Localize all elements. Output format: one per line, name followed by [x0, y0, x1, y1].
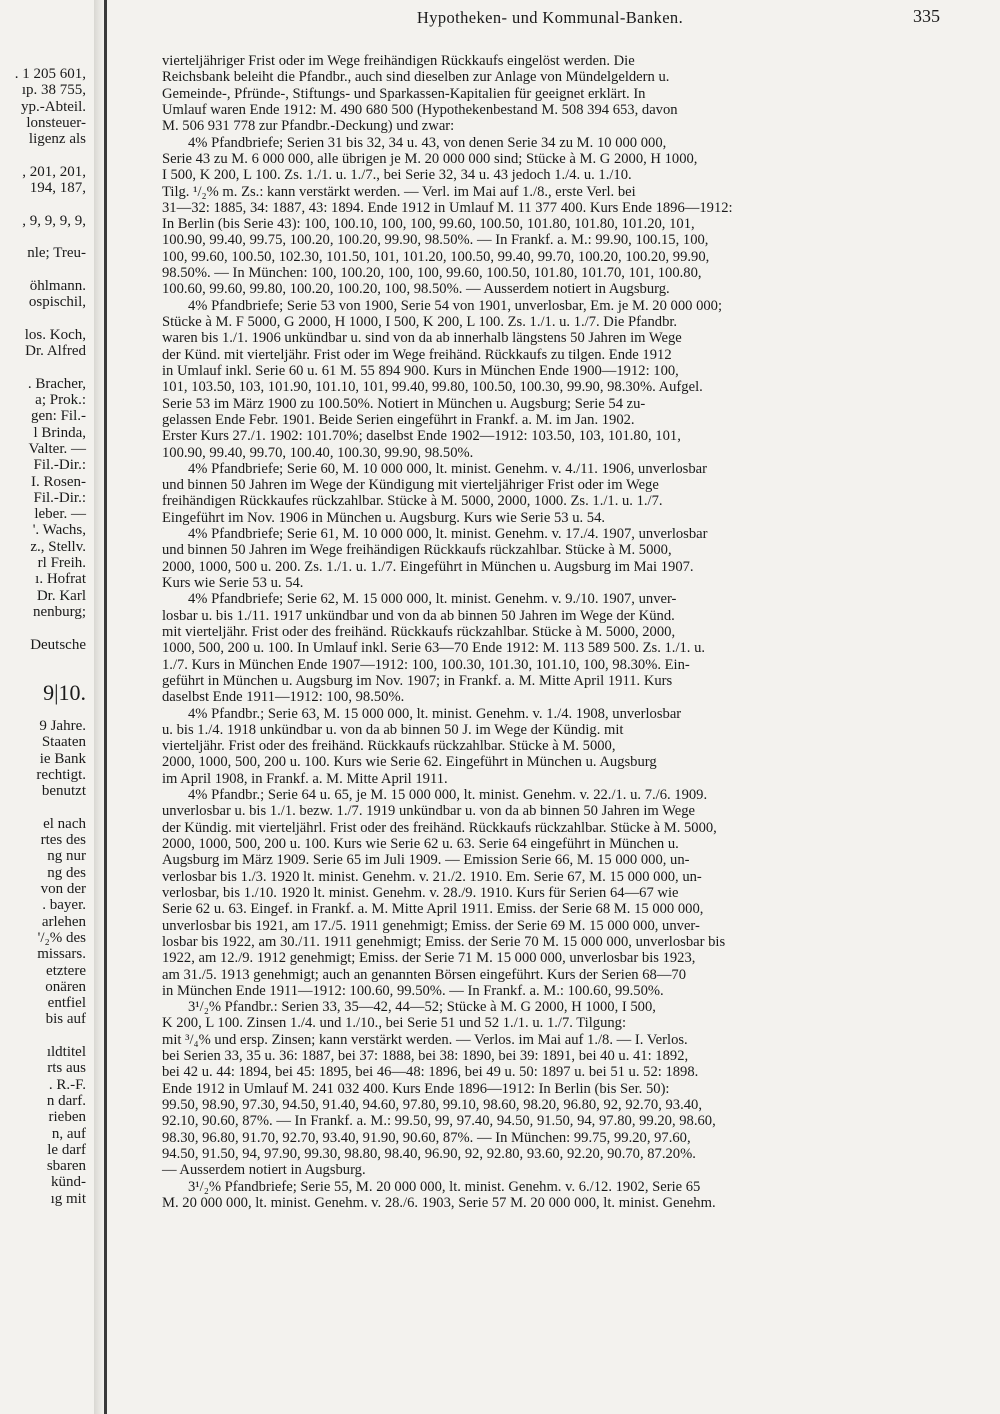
previous-page-line: 9 Jahre.	[39, 718, 86, 734]
text-line: Umlauf waren Ende 1912: M. 490 680 500 (Hypothekenbestand M. 508 394 653, davon	[162, 101, 678, 118]
paragraph	[162, 135, 940, 298]
previous-page-line: nle; Treu-	[27, 245, 86, 262]
text-line: und binnen 50 Jahren im Wege der Kündigung mit vierteljähriger Frist oder im Wege	[162, 477, 659, 494]
previous-page-line: entfiel	[47, 995, 86, 1012]
text-line: Stücke à M. F 5000, G 2000, H 1000, I 500, K 200, L 100. Zs. 1./1. u. 1./7. Die Pfandbr.	[162, 314, 678, 330]
text-line: Tilg. ¹/₂% m. Zs.: kann verstärkt werden. — Verl. im Mai auf 1./8., erste Verl. bei	[162, 183, 636, 200]
previous-page-line: nenburg;	[32, 603, 86, 620]
text-line: 2000, 1000, 500, 200 u. 100. Kurs wie Serie 62 u. 63. Serie 64 eingeführt in München u.	[162, 836, 679, 852]
previous-page-line: onären	[45, 978, 86, 995]
previous-page-line: ospischil,	[28, 294, 86, 311]
previous-page-line: leber. —	[34, 506, 86, 523]
text-line: 1./7. Kurs in München Ende 1907—1912: 100, 100.30, 101.30, 101.10, 100, 98.30%. Ein-	[162, 656, 690, 673]
page-number: 335	[913, 6, 940, 26]
text-line: der Kündig. mit vierteljährl. Frist oder des freihänd. Rückkaufs rückzahlbar. Stücke à M. 5000,	[162, 819, 717, 836]
previous-page-line: künd-	[51, 1174, 86, 1191]
text-line: I 500, K 200, L 100. Zs. 1./1. u. 1./7., bei Serie 32, 34 u. 43 jedoch 1./4. u. 1./10.	[162, 167, 632, 184]
previous-page-line: n darf.	[46, 1092, 86, 1109]
text-line: 100.90, 99.40, 99.75, 100.20, 100.20, 99.90, 98.50%. — In Frankf. a. M.: 99.90, 100.15, 100,	[162, 232, 709, 249]
header-title: Hypotheken- und Kommunal-Banken.	[416, 8, 684, 27]
text-line: K 200, L 100. Zinsen 1./4. und 1./10., bei Serie 51 und 52 1./1. u. 1./7. Tilgung:	[162, 1015, 627, 1032]
previous-page-line: a; Prok.:	[35, 392, 86, 408]
text-line: unverlosbar u. bis 1./1. bezw. 1./7. 1919 unkündbar u. von da ab binnen 50 Jahren im Wege	[162, 803, 696, 820]
previous-page-line: bis auf	[45, 1011, 86, 1028]
text-line: geführt in München u. Augsburg im Nov. 1907; in Frankf. a. M. Mitte April 1911. Kurs	[162, 672, 673, 689]
text-line: Erster Kurs 27./1. 1902: 101.70%; daselbst Ende 1902—1912: 103.50, 103, 101.80, 101,	[162, 428, 681, 445]
text-line: Kurs wie Serie 53 u. 54.	[162, 575, 304, 591]
text-line: Serie 62 u. 63. Eingef. in Frankf. a. M. Mitte April 1911. Emiss. der Serie 68 M. 15 000 000,	[162, 901, 704, 918]
running-header	[160, 6, 940, 30]
text-line: 4% Pfandbr.; Serie 63, M. 15 000 000, lt. minist. Genehm. v. 1./4. 1908, unverlosbar	[188, 705, 682, 722]
previous-page-line: Deutsche	[30, 636, 86, 653]
paragraph	[162, 1179, 940, 1212]
previous-page-line: rieben	[48, 1109, 86, 1126]
previous-page-line: el nach	[43, 815, 86, 832]
previous-page-line: ligenz als	[28, 131, 86, 148]
previous-page-line: . bayer.	[42, 897, 86, 914]
previous-page-line: . Bracher,	[27, 375, 86, 392]
previous-page-line: arlehen	[41, 913, 86, 930]
previous-page-line: öhlmann.	[29, 277, 86, 294]
main-text-column	[162, 53, 940, 1211]
previous-page-line: rts aus	[47, 1060, 86, 1077]
previous-page-line: Fil.-Dir.:	[33, 457, 86, 474]
text-line: 4% Pfandbriefe; Serie 60, M. 10 000 000, lt. minist. Genehm. v. 4./11. 1906, unverlosbar	[188, 460, 707, 477]
previous-page-line: l Brinda,	[33, 424, 86, 441]
text-line: bei Serien 33, 35 u. 36: 1887, bei 37: 1888, bei 38: 1890, bei 39: 1891, bei 40 u. 41: 1892,	[162, 1048, 689, 1065]
text-line: gelassen Ende Febr. 1901. Beide Serien eingeführt in Frankf. a. M. im Jan. 1902.	[162, 411, 635, 428]
previous-page-line: Staaten	[41, 734, 86, 751]
text-line: 4% Pfandbriefe; Serie 61, M. 10 000 000, lt. minist. Genehm. v. 17./4. 1907, unverlosbar	[188, 526, 708, 543]
text-line: 99.50, 98.90, 97.30, 94.50, 91.40, 94.60, 97.80, 99.10, 98.60, 98.20, 96.80, 92, 92.70, 93.40,	[162, 1097, 702, 1113]
text-line: der Künd. mit vierteljähr. Frist oder im Wege freihänd. Rückkaufs zu tilgen. Ende 1912	[162, 346, 672, 363]
text-line: 4% Pfandbriefe; Serien 31 bis 32, 34 u. 43, von denen Serie 34 zu M. 10 000 000,	[188, 134, 667, 151]
paragraph	[162, 706, 940, 788]
previous-page-line: gen: Fil.-	[31, 408, 86, 425]
text-line: M. 20 000 000, lt. minist. Genehm. v. 28./6. 1903, Serie 57 M. 20 000 000, lt. minist. Genehm.	[162, 1194, 716, 1211]
text-line: am 31./5. 1913 genehmigt; auch an genannten Börsen eingeführt. Kurs der Serien 68—70	[162, 966, 687, 983]
paragraph	[162, 787, 940, 999]
text-line: Gemeinde-, Pfründe-, Stiftungs- und Sparkassen-Kapitalien für geeignet erklärt. In	[162, 85, 646, 102]
text-line: losbar u. bis 1./11. 1917 unkündbar und von da ab binnen 50 Jahren im Wege der Künd.	[162, 607, 675, 624]
text-line: 1000, 500, 200 u. 100. In Umlauf inkl. Serie 63—70 Ende 1912: M. 113 589 500. Zs. 1./1. u.	[162, 640, 706, 657]
previous-page-line: ıg mit	[50, 1190, 86, 1207]
text-line: in Umlauf inkl. Serie 60 u. 61 M. 55 894 900. Kurs in München Ende 1900—1912: 100,	[162, 362, 679, 379]
previous-page-line: missars.	[37, 946, 86, 963]
text-line: 3¹/₂% Pfandbriefe; Serie 55, M. 20 000 000, lt. minist. Genehm. v. 6./12. 1902, Serie 65	[188, 1178, 701, 1195]
previous-page-line: ng des	[47, 864, 86, 881]
text-line: und binnen 50 Jahren im Wege freihändigen Rückkaufs rückzahlbar. Stücke à M. 5000,	[162, 542, 672, 559]
previous-page-line: ıldtitel	[46, 1044, 86, 1060]
previous-page-line: Fil.-Dir.:	[33, 489, 86, 506]
previous-page-line: benutzt	[41, 783, 86, 800]
text-line: 94.50, 91.50, 94, 97.90, 99.30, 98.80, 98.40, 96.90, 92, 92.80, 93.60, 92.20, 90.70, 87.20%.	[162, 1145, 696, 1162]
text-line: 101, 103.50, 103, 101.90, 101.10, 101, 99.40, 99.80, 100.50, 100.30, 99.90, 98.30%. Aufgel.	[162, 379, 703, 396]
previous-page-line: . 1 205 601,	[14, 66, 86, 82]
previous-page-line: rl Freih.	[37, 555, 86, 571]
previous-page-line: I. Rosen-	[31, 473, 86, 490]
text-line: freihändigen Rückkaufes rückzahlbar. Stücke à M. 5000, 2000, 1000. Zs. 1./1. u. 1./7.	[162, 493, 663, 510]
text-line: 2000, 1000, 500 u. 200. Zs. 1./1. u. 1./7. Eingeführt in München u. Augsburg im Mai 1907.	[162, 558, 694, 575]
previous-page-line: Dr. Alfred	[25, 343, 86, 360]
page-gutter-line	[104, 0, 107, 1414]
text-line: mit vierteljähr. Frist oder des freihänd. Rückkaufs rückzahlbar. Stücke à M. 5000, 2000,	[162, 623, 676, 640]
previous-page-line: ie Bank	[39, 750, 86, 767]
text-line: u. bis 1./4. 1918 unkündbar u. von da ab binnen 50 J. im Wege der Kündig. mit	[162, 721, 624, 738]
paragraph	[162, 999, 940, 1178]
previous-page-line: lonsteuer-	[26, 114, 86, 131]
text-line: 3¹/₂% Pfandbr.: Serien 33, 35—42, 44—52; Stücke à M. G 2000, H 1000, I 500,	[188, 999, 656, 1016]
previous-page-line: , 201, 201,	[22, 163, 86, 180]
text-line: losbar bis 1922, am 30./11. 1911 genehmigt; Emiss. der Serie 70 M. 15 000 000, unverlosbar bis	[162, 933, 726, 950]
previous-page-line: 9|10.	[43, 680, 86, 706]
text-line: 1922, am 12./9. 1912 genehmigt; Emiss. der Serie 71 M. 15 000 000, unverlosbar bis 1923,	[162, 950, 696, 967]
text-line: 98.50%. — In München: 100, 100.20, 100, 100, 99.60, 100.50, 101.80, 101.70, 101, 100.80,	[162, 265, 702, 282]
text-line: In Berlin (bis Serie 43): 100, 100.10, 100, 100, 99.60, 100.50, 101.80, 101.80, 101.20, 101,	[162, 216, 695, 233]
text-line: in München Ende 1911—1912: 100.60, 99.50%. — In Frankf. a. M.: 100.60, 99.50%.	[162, 982, 664, 999]
text-line: Reichsbank beleiht die Pfandbr., auch sind dieselben zur Anlage von Mündelgeldern u.	[162, 69, 670, 86]
text-line: 92.10, 90.60, 87%. — In Frankf. a. M.: 99.50, 99, 97.40, 94.50, 91.50, 94, 97.80, 99.20, 98.60,	[162, 1113, 716, 1130]
previous-page-line: rechtigt.	[36, 766, 86, 783]
paragraph	[162, 461, 940, 526]
text-line: bei 42 u. 44: 1894, bei 45: 1895, bei 46—48: 1896, bei 49 u. 50: 1897 u. bei 51 u. 52: 1898.	[162, 1064, 699, 1081]
previous-page-fragment	[0, 0, 92, 1414]
paragraph	[162, 53, 940, 135]
text-line: M. 506 931 778 zur Pfandbr.-Deckung) und zwar:	[162, 118, 455, 135]
previous-page-line: sbaren	[46, 1158, 86, 1175]
text-line: 100.90, 99.40, 99.70, 100.40, 100.30, 99.90, 98.50%.	[162, 444, 474, 461]
text-line: 100.60, 99.60, 99.80, 100.20, 100.20, 100, 98.50%. — Ausserdem notiert in Augsburg.	[162, 281, 670, 298]
previous-page-line: 194, 187,	[29, 180, 86, 197]
previous-page-line: '/₂% des	[37, 929, 86, 946]
text-line: unverlosbar bis 1921, am 17./5. 1911 genehmigt; Emiss. der Serie 69 M. 15 000 000, unver-	[162, 917, 700, 934]
previous-page-line: le darf	[47, 1141, 86, 1158]
text-line: 100, 99.60, 100.50, 102.30, 101.50, 101, 101.20, 100.50, 99.40, 99.70, 100.20, 100.20, 99.90,	[162, 248, 710, 265]
text-line: 98.30, 96.80, 91.70, 92.70, 93.40, 91.90, 90.60, 87%. — In München: 99.75, 99.20, 97.60,	[162, 1129, 691, 1146]
text-line: 31—32: 1885, 34: 1887, 43: 1894. Ende 1912 in Umlauf M. 11 377 400. Kurs Ende 1896—1912:	[162, 199, 733, 216]
text-line: 4% Pfandbriefe; Serie 62, M. 15 000 000, lt. minist. Genehm. v. 9./10. 1907, unver-	[188, 591, 677, 608]
previous-page-line: , 9, 9, 9, 9,	[22, 212, 86, 229]
text-line: — Ausserdem notiert in Augsburg.	[162, 1162, 366, 1179]
previous-page-line: Valter. —	[28, 440, 86, 457]
text-line: mit ³/₄% und ersp. Zinsen; kann verstärkt werden. — Verlos. im Mai auf 1./8. — I. Verlos.	[162, 1031, 688, 1048]
previous-page-line: etztere	[46, 962, 86, 979]
previous-page-line: rtes des	[40, 832, 86, 849]
previous-page-line: von der	[40, 881, 86, 897]
paragraph	[162, 591, 940, 705]
text-line: daselbst Ende 1911—1912: 100, 98.50%.	[162, 689, 405, 706]
paragraph	[162, 298, 940, 461]
text-line: vierteljähr. Frist oder des freihänd. Rückkaufs rückzahlbar. Stücke à M. 5000,	[162, 738, 616, 755]
text-line: Serie 53 im März 1900 zu 100.50%. Notiert in München u. Augsburg; Serie 54 zu-	[162, 395, 646, 412]
gutter-shadow	[94, 0, 104, 1414]
previous-page-line: ng nur	[47, 848, 86, 865]
text-line: waren bis 1./1. 1906 unkündbar u. sind von da ab innerhalb längstens 50 Jahren im Wege	[162, 330, 682, 347]
text-line: vierteljähriger Frist oder im Wege freihändigen Rückkaufs eingelöst werden. Die	[162, 53, 635, 69]
paragraph	[162, 526, 940, 591]
previous-page-line: los. Koch,	[24, 326, 86, 343]
previous-page-line: ıp. 38 755,	[21, 82, 86, 99]
text-line: Augsburg im März 1909. Serie 65 im Juli 1909. — Emission Serie 66, M. 15 000 000, un-	[162, 852, 690, 869]
text-line: 2000, 1000, 500, 200 u. 100. Kurs wie Serie 62. Eingeführt in München u. Augsburg	[162, 754, 657, 771]
previous-page-line: ı. Hofrat	[35, 571, 86, 588]
previous-page-line: yp.-Abteil.	[21, 98, 86, 115]
previous-page-line: '. Wachs,	[32, 522, 86, 539]
text-line: verlosbar bis 1./3. 1920 lt. minist. Genehm. v. 21./2. 1910. Em. Serie 67, M. 15 000 000, un-	[162, 868, 702, 885]
text-line: Ende 1912 in Umlauf M. 241 032 400. Kurs Ende 1896—1912: In Berlin (bis Ser. 50):	[162, 1080, 670, 1097]
previous-page-line: z., Stellv.	[30, 538, 86, 555]
text-line: Serie 43 zu M. 6 000 000, alle übrigen je M. 20 000 000 sind; Stücke à M. G 2000, H 1000,	[162, 150, 698, 167]
previous-page-line: n, auf	[51, 1125, 86, 1142]
text-line: 4% Pfandbriefe; Serie 53 von 1900, Serie 54 von 1901, unverlosbar, Em. je M. 20 000 000;	[188, 297, 723, 314]
previous-page-line: . R.-F.	[48, 1076, 86, 1093]
text-line: 4% Pfandbr.; Serie 64 u. 65, je M. 15 000 000, lt. minist. Genehm. v. 22./1. u. 7./6. 1909.	[188, 787, 708, 804]
text-line: Eingeführt im Nov. 1906 in München u. Augsburg. Kurs wie Serie 53 u. 54.	[162, 509, 606, 526]
text-line: im April 1908, in Frankf. a. M. Mitte April 1911.	[162, 770, 448, 787]
previous-page-line: Dr. Karl	[36, 587, 86, 604]
text-line: verlosbar, bis 1./10. 1920 lt. minist. Genehm. v. 28./9. 1910. Kurs für Serien 64—67 wie	[162, 884, 679, 901]
